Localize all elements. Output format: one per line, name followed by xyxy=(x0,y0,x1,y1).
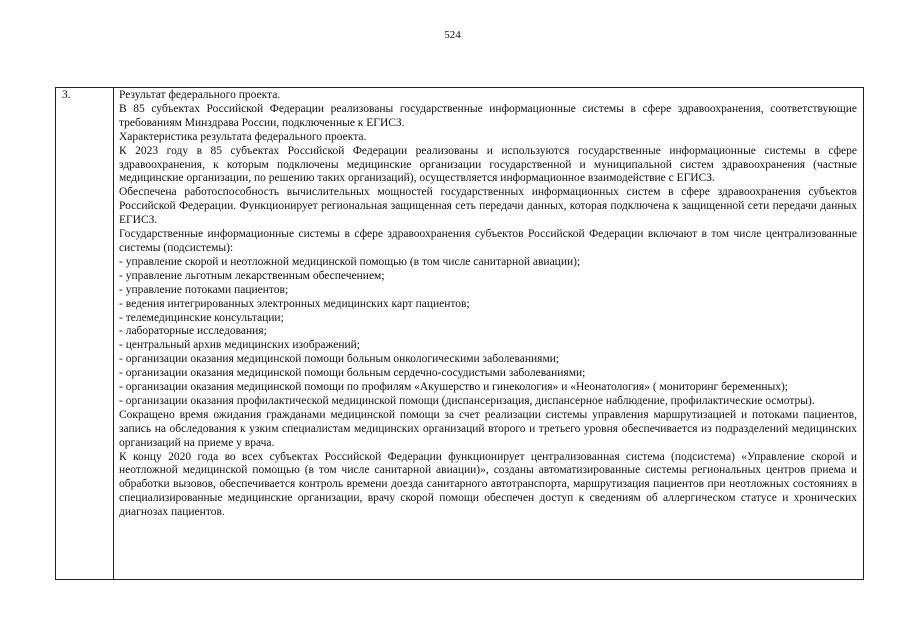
list-item: - ведения интегрированных электронных медицинских карт пациентов; xyxy=(119,297,470,310)
paragraph: Результат федерального проекта. xyxy=(119,89,281,101)
list-item: - организации оказания медицинской помощи больным сердечно-сосудистыми заболеваниями; xyxy=(119,367,586,380)
content-cell xyxy=(119,89,857,520)
list-item: - организации оказания медицинской помощи по профилям «Акушерство и гинекология» и «Неонатология» ( мониторинг беременных); xyxy=(119,381,788,394)
document-table xyxy=(55,87,864,580)
paragraph: К концу 2020 года во всех субъектах Российской Федерации функционирует централизованная система (подсистема) «Управление скорой и неотложной медицинской помощью (в том числе санитарной авиации)», созданы автоматизированные системы региональных центров приема и обработки вызовов, обеспечивается контроль времени доезда санитарного автотранспорта, маршрутизация пациентов при неотложных состояниях в специализированные медицинские организации, врачу скорой помощи обеспечен доступ к сведениям об аллергическом статусе и хронических диагнозах пациентов. xyxy=(119,450,857,519)
list-item: - управление льготным лекарственным обеспечением; xyxy=(119,269,385,282)
list-item: - телемедицинские консультации; xyxy=(119,311,284,324)
paragraph: Сокращено время ожидания гражданами медицинской помощи за счет реализации системы управления маршрутизацией и потоками пациентов, запись на обследования к узким специалистам медицинских организаций второго и третьего уровня обеспечивается из подразделений медицинских организаций на приеме у врача. xyxy=(119,408,857,449)
paragraph: К 2023 году в 85 субъектах Российской Федерации реализованы и используются государственные информационные системы в сфере здравоохранения, к которым подключены медицинские организации государственной и муниципальной систем здравоохранения (частные медицинские организации, по решению таких организаций), осуществляется информационное взаимодействие с ЕГИСЗ. xyxy=(119,144,857,185)
page-number: 524 xyxy=(444,29,461,41)
list-item: - лабораторные исследования; xyxy=(119,325,267,338)
row-number: 3. xyxy=(62,89,71,101)
list-item: - центральный архив медицинских изображений; xyxy=(119,339,361,352)
column-divider xyxy=(113,88,114,579)
paragraph: В 85 субъектах Российской Федерации реализованы государственные информационные системы в сфере здравоохранения, соответствующие требованиям Минздрава России, подключенные к ЕГИСЗ. xyxy=(119,102,857,129)
paragraph: Обеспечена работоспособность вычислительных мощностей государственных информационных систем в сфере здравоохранения субъектов Российской Федерации. Функционирует региональная защищенная сеть передачи данных, которая подключена к защищенной сети передачи данных ЕГИСЗ. xyxy=(119,186,857,227)
list-item: - управление потоками пациентов; xyxy=(119,283,289,296)
list-item: - организации оказания медицинской помощи больным онкологическими заболеваниями; xyxy=(119,353,560,366)
paragraph: Государственные информационные системы в сфере здравоохранения субъектов Российской Федерации включают в том числе централизованные системы (подсистемы): xyxy=(119,228,857,254)
paragraph: Характеристика результата федерального проекта. xyxy=(119,130,367,143)
list-item: - организации оказания профилактической медицинской помощи (диспансеризация, диспансерное наблюдение, профилактические осмотры). xyxy=(119,394,815,407)
list-item: - управление скорой и неотложной медицинской помощью (в том числе санитарной авиации); xyxy=(119,255,581,268)
